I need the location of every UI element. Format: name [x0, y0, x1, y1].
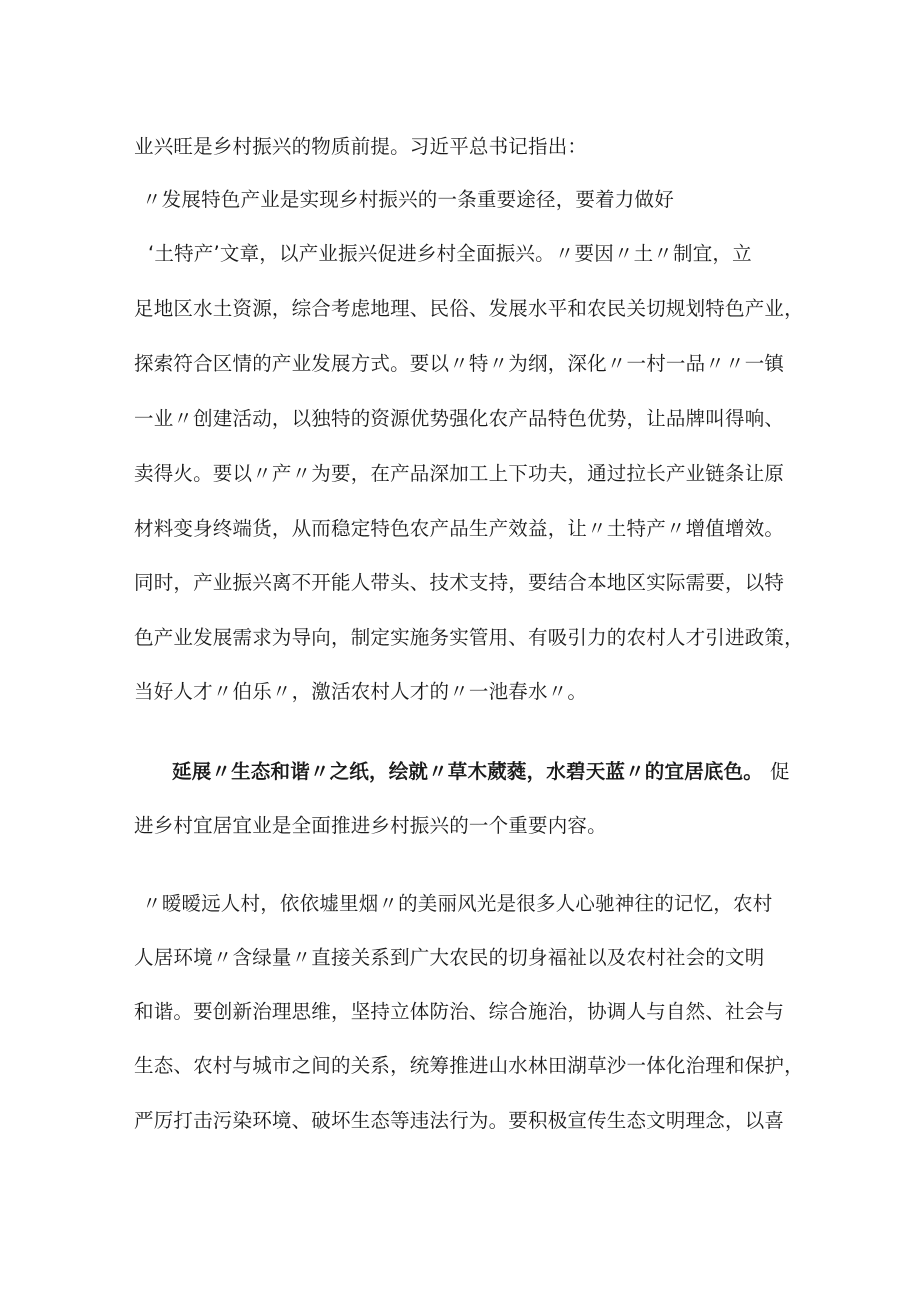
text-line: 卖得火。要以〃产〃为要，在产品深加工上下功夫，通过拉长产业链条让原	[134, 462, 785, 485]
text-line: 〃暧暧远人村，依依墟里烟〃的美丽风光是很多人心驰神往的记忆，农村	[142, 892, 773, 915]
section-heading: 延展〃生态和谐〃之纸，绘就〃草木葳蕤，水碧天蓝〃的宜居底色。	[172, 760, 764, 783]
text-line: ‘土特产’文章，以产业振兴促进乡村全面振兴。〃要因〃土〃制宜，立	[148, 242, 752, 265]
text-line: 材料变身终端货，从而稳定特色农产品生产效益，让〃土特产〃增值增效。	[134, 517, 785, 540]
text-line: 人居环境〃含绿量〃直接关系到广大农民的切身福祉以及农村社会的文明	[134, 946, 765, 969]
text-line: 色产业发展需求为导向，制定实施务实管用、有吸引力的农村人才引进政策，	[134, 626, 804, 649]
text-line: 〃发展特色产业是实现乡村振兴的一条重要途径，要着力做好	[142, 188, 674, 211]
text-line: 同时，产业振兴离不开能人带头、技术支持，要结合本地区实际需要，以特	[134, 571, 785, 594]
text-line: 探索符合区情的产业发展方式。要以〃特〃为纲，深化〃一村一品〃〃一镇	[134, 352, 785, 375]
text-line: 当好人才〃伯乐〃，激活农村人才的〃一池春水〃。	[134, 680, 588, 703]
text-line: 严厉打击污染环境、破坏生态等违法行为。要积极宣传生态文明理念，以喜	[134, 1109, 785, 1132]
text-line: 一业〃创建活动，以独特的资源优势强化农产品特色优势，让品牌叫得响、	[134, 407, 785, 430]
text-line: 进乡村宜居宜业是全面推进乡村振兴的一个重要内容。	[134, 814, 607, 837]
text-line: 足地区水土资源，综合考虑地理、民俗、发展水平和农民关切规划特色产业，	[134, 297, 804, 320]
text-line: 生态、农村与城市之间的关系，统筹推进山水林田湖草沙一体化治理和保护，	[134, 1054, 804, 1077]
text-line: 促	[770, 760, 790, 783]
text-line: 和谐。要创新治理思维，坚持立体防治、综合施治，协调人与自然、社会与	[134, 1000, 785, 1023]
text-line: 业兴旺是乡村振兴的物质前提。习近平总书记指出：	[134, 135, 588, 158]
